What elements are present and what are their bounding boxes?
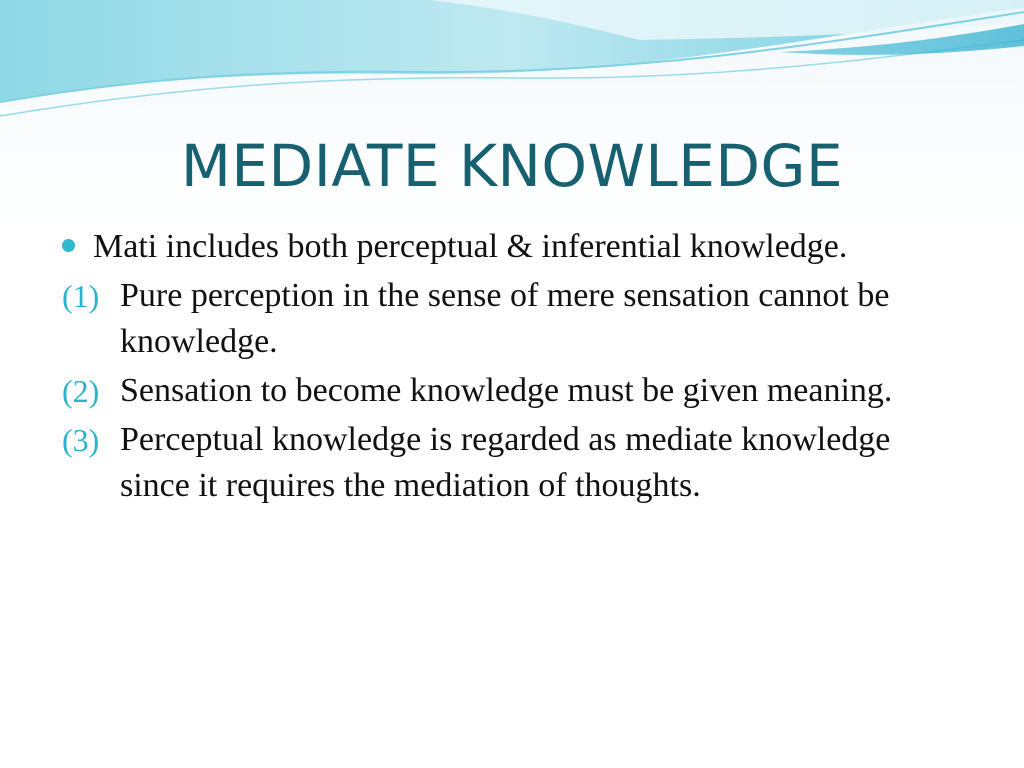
numbered-text: Pure perception in the sense of mere sensation cannot be knowledge. — [120, 277, 890, 360]
numbered-item-3 — [58, 417, 938, 509]
bullet-text: Mati includes both perceptual & inferential knowledge. — [93, 228, 848, 265]
numbered-label: (2) — [62, 373, 100, 409]
numbered-text: Perceptual knowledge is regarded as mediate knowledge since it requires the mediation of thoughts. — [120, 421, 891, 504]
numbered-item-1 — [58, 273, 938, 365]
numbered-label: (1) — [62, 278, 100, 314]
slide-title: MEDIATE KNOWLEDGE — [180, 132, 844, 200]
numbered-item-2 — [58, 368, 938, 414]
bullet-dot-icon — [62, 239, 75, 252]
header-wave-decoration — [0, 0, 1024, 140]
bullet-item — [58, 224, 938, 270]
slide-body — [58, 224, 938, 509]
numbered-label: (3) — [62, 422, 100, 458]
numbered-text: Sensation to become knowledge must be given meaning. — [120, 372, 893, 409]
